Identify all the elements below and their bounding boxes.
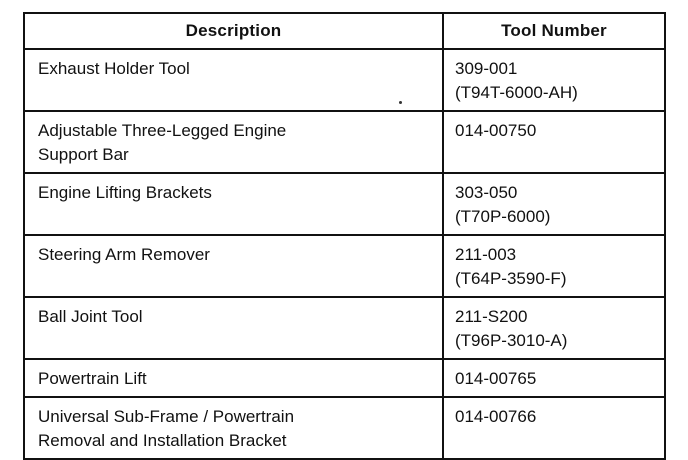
tool-number-text: 211-003 (455, 245, 517, 264)
table-row (24, 397, 665, 459)
description-cell (24, 173, 443, 235)
tool-number-alt-text: (T94T-6000-AH) (455, 83, 578, 102)
description-text: Adjustable Three-Legged Engine (38, 121, 287, 140)
description-text: Steering Arm Remover (38, 245, 210, 264)
tool-number-alt-text: (T96P-3010-A) (455, 331, 568, 350)
table-row (24, 359, 665, 397)
tool-number-text: 014-00765 (455, 369, 537, 388)
tool-number-text: 309-001 (455, 59, 518, 78)
description-column-header: Description (24, 13, 443, 49)
table-row (24, 111, 665, 173)
tool-number-cell (443, 359, 665, 397)
description-text-line-2: Support Bar (38, 145, 129, 164)
description-text: Ball Joint Tool (38, 307, 143, 326)
tool-number-cell (443, 235, 665, 297)
description-cell (24, 49, 443, 111)
tool-number-text: 211-S200 (455, 307, 528, 326)
tool-number-cell (443, 397, 665, 459)
tool-number-cell (443, 297, 665, 359)
tool-number-column-header: Tool Number (443, 13, 665, 49)
table-header-row (24, 13, 665, 49)
special-tools-table (23, 12, 666, 460)
table-row (24, 297, 665, 359)
tool-number-alt-text: (T70P-6000) (455, 207, 551, 226)
description-text: Engine Lifting Brackets (38, 183, 212, 202)
description-text-line-2: Removal and Installation Bracket (38, 431, 287, 450)
table-row (24, 235, 665, 297)
description-cell (24, 397, 443, 459)
description-text: Universal Sub-Frame / Powertrain (38, 407, 295, 426)
tool-number-cell (443, 111, 665, 173)
description-cell (24, 359, 443, 397)
table-row (24, 49, 665, 111)
description-cell (24, 111, 443, 173)
description-cell (24, 235, 443, 297)
tool-number-alt-text: (T64P-3590-F) (455, 269, 567, 288)
table-row (24, 173, 665, 235)
description-text: Exhaust Holder Tool (38, 59, 190, 78)
tool-number-cell (443, 49, 665, 111)
description-text: Powertrain Lift (38, 369, 147, 388)
tool-number-text: 014-00750 (455, 121, 537, 140)
description-cell (24, 297, 443, 359)
tool-number-cell (443, 173, 665, 235)
tool-number-text: 014-00766 (455, 407, 537, 426)
tool-number-text: 303-050 (455, 183, 518, 202)
scan-speck (399, 101, 402, 104)
